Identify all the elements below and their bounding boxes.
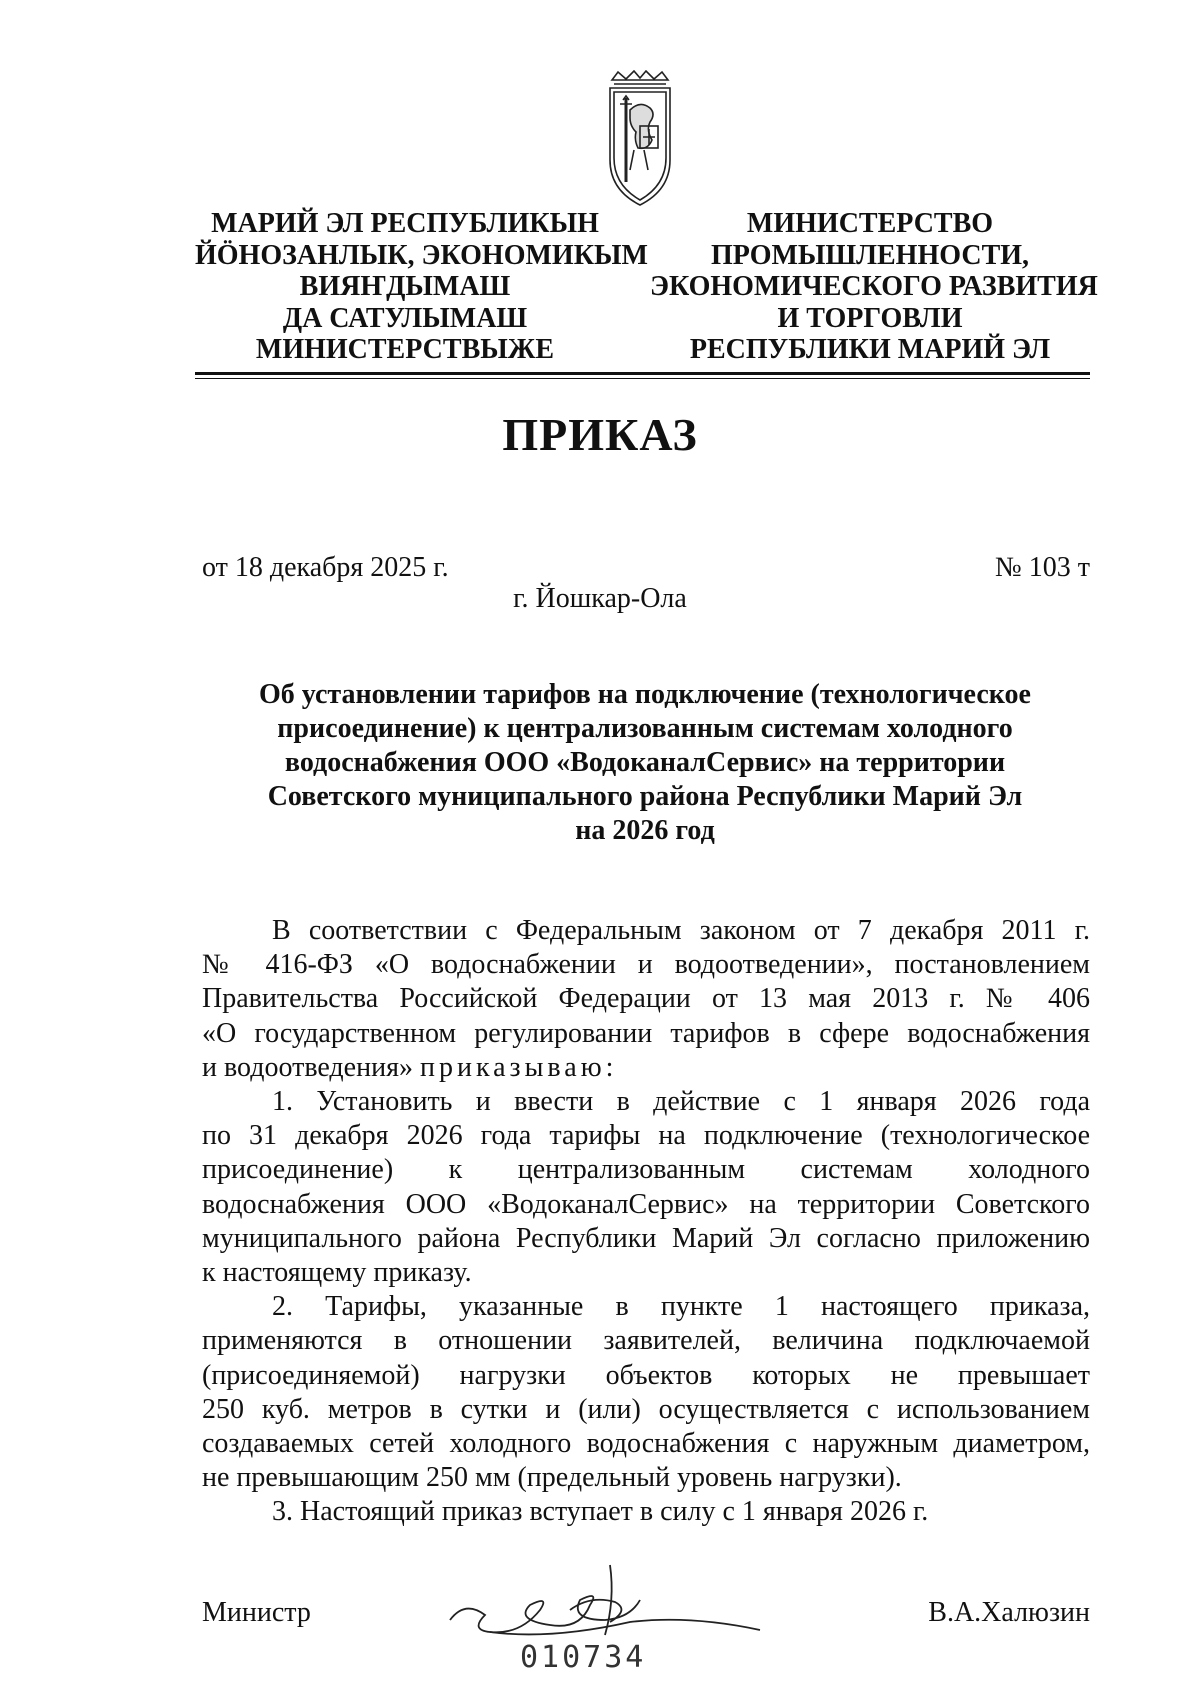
document-number: № 103 т — [995, 552, 1090, 583]
org-line: МИНИСТЕРСТВО — [746, 208, 994, 239]
title-line: на 2026 год — [575, 815, 715, 846]
stamp-number: 010734 — [520, 1640, 647, 1675]
body-line: присоединение) к централизованным системам холодного — [202, 1154, 1090, 1186]
body-line: 3. Настоящий приказ вступает в силу с 1 января 2026 г. — [272, 1496, 929, 1528]
document-type-title: ПРИКАЗ — [502, 409, 698, 460]
header-divider — [195, 372, 1090, 375]
body-line: не превышающим 250 мм (предельный уровень нагрузки). — [202, 1462, 902, 1494]
org-line: МАРИЙ ЭЛ РЕСПУБЛИКЫН — [211, 208, 599, 239]
body-line: «О государственном регулировании тарифов в сфере водоснабжения — [202, 1017, 1090, 1049]
title-line: присоединение) к централизованным системам холодного — [277, 713, 1013, 744]
body-line: по 31 декабря 2026 года тарифы на подключение (технологическое — [202, 1120, 1090, 1152]
org-line: ДА САТУЛЫМАШ — [282, 302, 528, 334]
body-line: 250 куб. метров в сутки и (или) осуществляется с использованием — [202, 1393, 1090, 1425]
signatory-name: В.А.Халюзин — [928, 1597, 1090, 1628]
body-line: к настоящему приказу. — [202, 1257, 472, 1289]
body-line: 2. Тарифы, указанные в пункте 1 настоящего приказа, — [272, 1291, 1090, 1323]
org-name-mari — [195, 208, 648, 366]
body-line: применяются в отношении заявителей, величина подключаемой — [202, 1325, 1090, 1357]
body-line: Правительства Российской Федерации от 13 мая 2013 г. № 406 — [202, 983, 1090, 1015]
org-name-russian — [650, 208, 1098, 366]
org-line: РЕСПУБЛИКИ МАРИЙ ЭЛ — [689, 334, 1051, 365]
order-body — [202, 914, 1090, 1530]
order-word: приказываю: — [419, 1051, 618, 1083]
body-line: (присоединяемой) нагрузки объектов которых не превышает — [202, 1359, 1090, 1391]
coat-of-arms-emblem — [590, 70, 690, 210]
org-line: МИНИСТЕРСТВЫЖЕ — [255, 334, 555, 365]
body-line: муниципального района Республики Марий Эл согласно приложению — [202, 1222, 1090, 1254]
body-line: № 416-ФЗ «О водоснабжении и водоотведении», постановлением — [202, 949, 1090, 981]
body-text: и водоотведения» — [202, 1051, 413, 1083]
body-line: 1. Установить и ввести в действие с 1 января 2026 года — [272, 1086, 1090, 1118]
org-line: И ТОРГОВЛИ — [777, 302, 963, 334]
org-line: ВИЯҤДЫМАШ — [299, 271, 511, 302]
title-line: водоснабжения ООО «ВодоканалСервис» на территории — [284, 747, 1006, 778]
title-line: Советского муниципального района Республики Марий Эл — [267, 781, 1023, 812]
body-line: создаваемых сетей холодного водоснабжения с наружным диаметром, — [202, 1428, 1090, 1460]
signatory-position: Министр — [202, 1597, 311, 1628]
body-line: водоснабжения ООО «ВодоканалСервис» на территории Советского — [202, 1188, 1090, 1220]
header-divider-thin — [195, 378, 1090, 379]
title-line: Об установлении тарифов на подключение (технологическое — [259, 679, 1031, 710]
org-line: ПРОМЫШЛЕННОСТИ, — [710, 239, 1030, 271]
order-subject-title — [200, 678, 1090, 848]
document-city: г. Йошкар-Ола — [513, 583, 687, 614]
org-line: ЙÖНОЗАНЛЫК, ЭКОНОМИКЫМ — [195, 239, 648, 271]
org-line: ЭКОНОМИЧЕСКОГО РАЗВИТИЯ — [650, 271, 1098, 302]
body-line: В соответствии с Федеральным законом от 7 декабря 2011 г. — [272, 915, 1090, 946]
body-line — [202, 1051, 1090, 1085]
document-date: от 18 декабря 2025 г. — [202, 552, 449, 583]
